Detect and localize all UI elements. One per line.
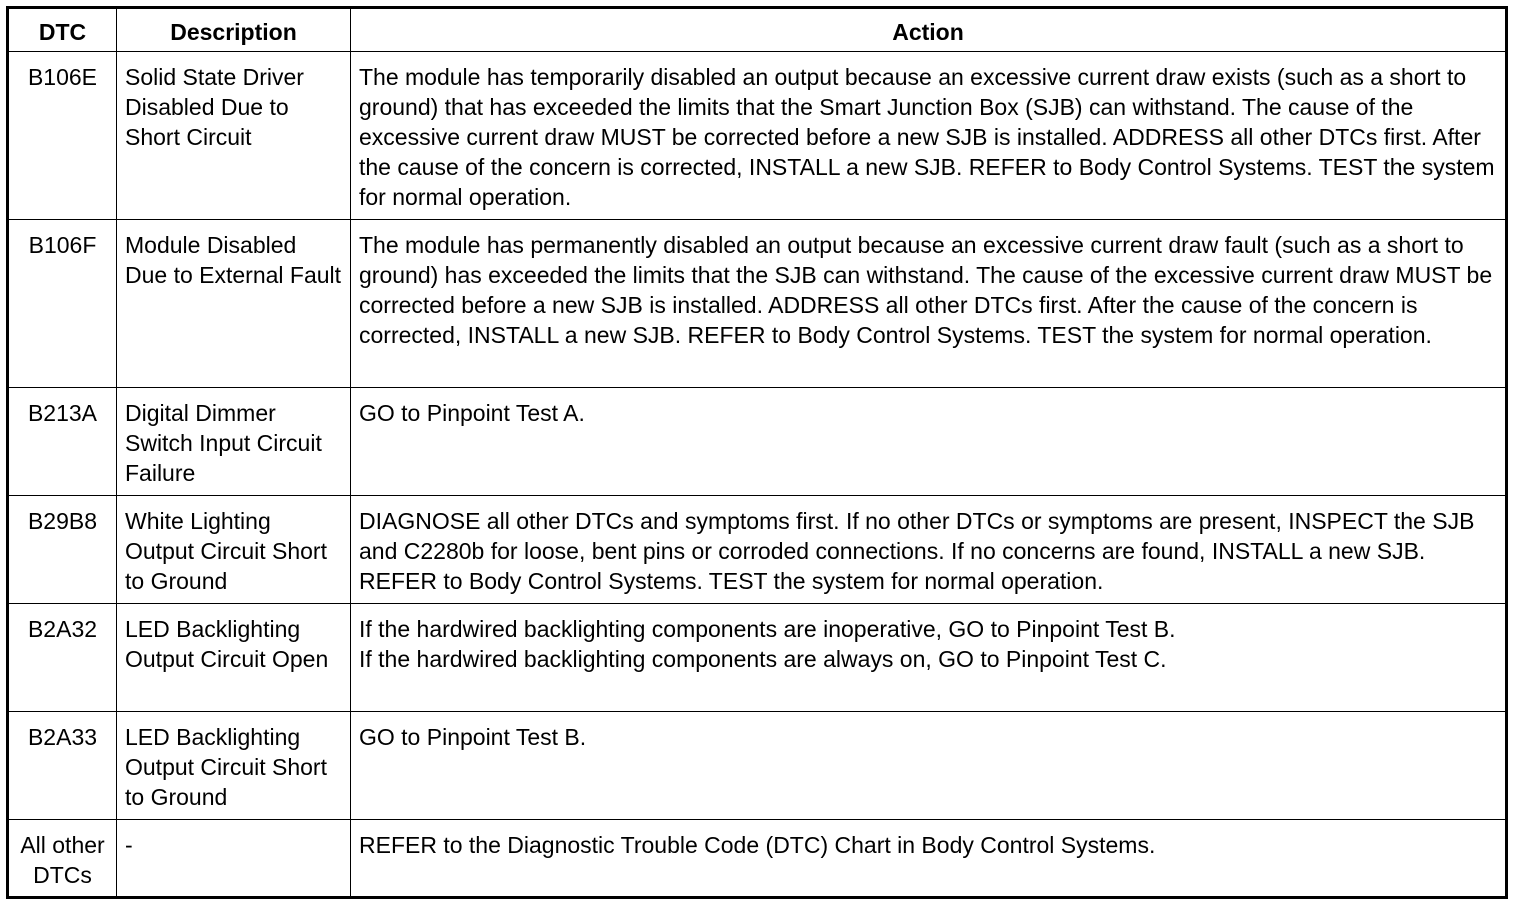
dtc-description: LED Backlighting Output Circuit Open <box>117 604 351 712</box>
dtc-code: B2A32 <box>8 604 117 712</box>
table-header-row <box>8 8 1507 52</box>
dtc-description: White Lighting Output Circuit Short to Ground <box>117 496 351 604</box>
dtc-action: The module has permanently disabled an output because an excessive current draw fault (such as a short to ground) has exceeded the limits that the SJB can withstand. The cause of the excessive current draw MUST be corrected before a new SJB is installed. ADDRESS all other DTCs first. After the cause of the concern is corrected, INSTALL a new SJB. REFER to Body Control Systems. TEST the system for normal operation. <box>351 220 1507 388</box>
dtc-action: GO to Pinpoint Test A. <box>351 388 1507 496</box>
table-row <box>8 496 1507 604</box>
dtc-action: If the hardwired backlighting components are inoperative, GO to Pinpoint Test B. If the hardwired backlighting components are always on, GO to Pinpoint Test C. <box>351 604 1507 712</box>
header-description: Description <box>117 8 351 52</box>
dtc-table <box>6 6 1508 899</box>
dtc-code: B2A33 <box>8 712 117 820</box>
table-row <box>8 220 1507 388</box>
dtc-action: REFER to the Diagnostic Trouble Code (DTC) Chart in Body Control Systems. <box>351 820 1507 898</box>
dtc-action: GO to Pinpoint Test B. <box>351 712 1507 820</box>
dtc-description: Module Disabled Due to External Fault <box>117 220 351 388</box>
dtc-action: DIAGNOSE all other DTCs and symptoms first. If no other DTCs or symptoms are present, INSPECT the SJB and C2280b for loose, bent pins or corroded connections. If no concerns are found, INSTALL a new SJB. REFER to Body Control Systems. TEST the system for normal operation. <box>351 496 1507 604</box>
header-action: Action <box>351 8 1507 52</box>
table-row <box>8 52 1507 220</box>
dtc-description: - <box>117 820 351 898</box>
header-dtc: DTC <box>8 8 117 52</box>
table-row <box>8 712 1507 820</box>
dtc-code: All other DTCs <box>8 820 117 898</box>
table-row <box>8 820 1507 898</box>
dtc-code: B29B8 <box>8 496 117 604</box>
dtc-code: B213A <box>8 388 117 496</box>
dtc-code: B106F <box>8 220 117 388</box>
dtc-code: B106E <box>8 52 117 220</box>
table-row <box>8 388 1507 496</box>
dtc-description: Solid State Driver Disabled Due to Short Circuit <box>117 52 351 220</box>
table-row <box>8 604 1507 712</box>
dtc-description: LED Backlighting Output Circuit Short to Ground <box>117 712 351 820</box>
dtc-action: The module has temporarily disabled an output because an excessive current draw exists (such as a short to ground) that has exceeded the limits that the Smart Junction Box (SJB) can withstand. The cause of the excessive current draw MUST be corrected before a new SJB is installed. ADDRESS all other DTCs first. After the cause of the concern is corrected, INSTALL a new SJB. REFER to Body Control Systems. TEST the system for normal operation. <box>351 52 1507 220</box>
dtc-description: Digital Dimmer Switch Input Circuit Failure <box>117 388 351 496</box>
